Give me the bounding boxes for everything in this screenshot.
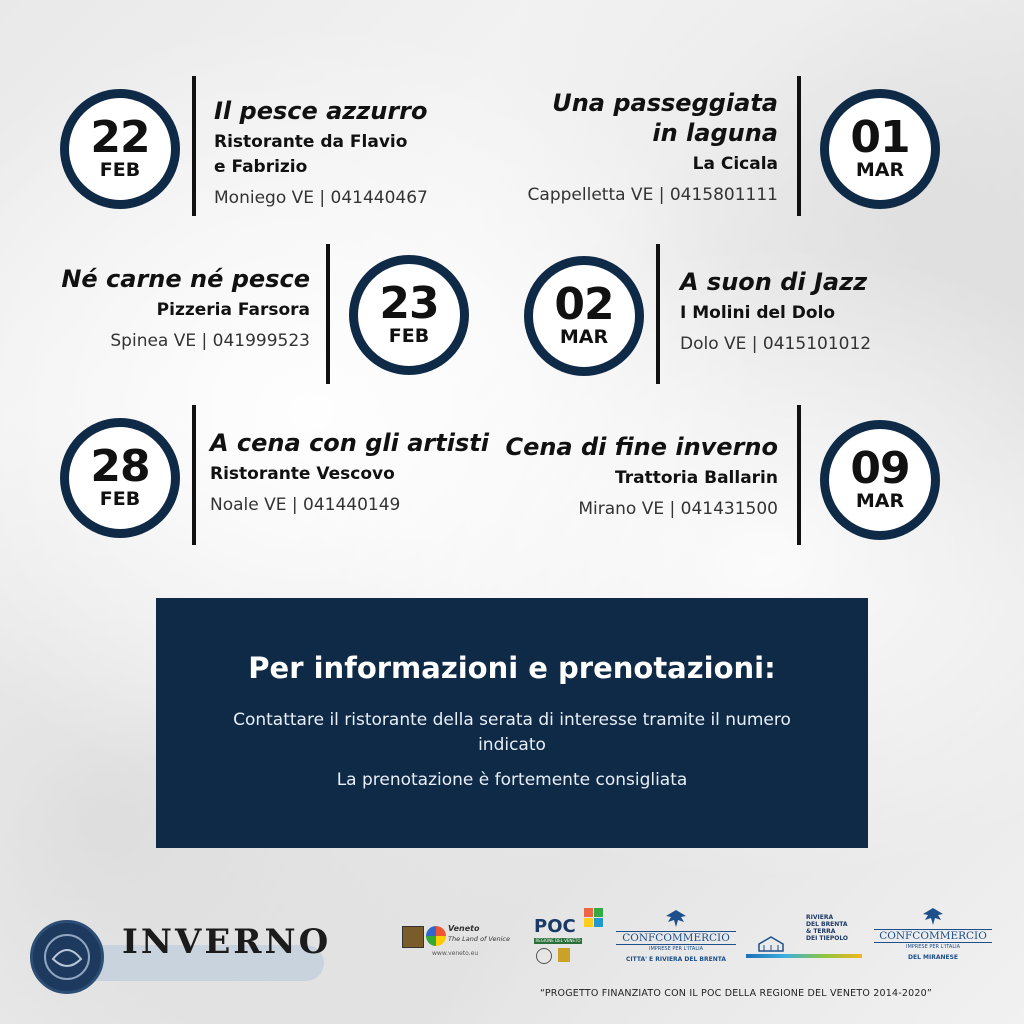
veneto-flower-icon [426, 926, 446, 946]
riviera-line: RIVIERA [806, 914, 834, 921]
date-month: MAR [855, 490, 905, 512]
divider [192, 76, 196, 216]
riviera-line: DEL BRENTA [806, 921, 848, 928]
event-title: Cena di fine inverno [505, 433, 778, 461]
info-box [156, 598, 868, 848]
confcommercio-area: CITTA' E RIVIERA DEL BRENTA [625, 956, 726, 963]
riviera-stripe [746, 954, 862, 958]
event-venue: Pizzeria Farsora [156, 300, 310, 320]
date-month: MAR [559, 326, 609, 348]
venue-line: Ristorante da Flavio [214, 132, 408, 152]
veneto-url: www.veneto.eu [432, 950, 479, 957]
date-badge [820, 420, 940, 540]
date-badge [820, 89, 940, 209]
confcommercio-sub: IMPRESE PER L'ITALIA [906, 944, 960, 950]
event-venue: Ristorante Vescovo [210, 464, 395, 484]
veneto-flag-icon [402, 926, 424, 948]
date-badge [349, 255, 469, 375]
event-venue [214, 130, 514, 180]
date-day: 09 [850, 443, 910, 494]
event-title [470, 88, 778, 148]
riviera-brenta-logo [746, 914, 862, 964]
confcommercio-name: CONFCOMMERCIO [874, 929, 992, 943]
date-day: 28 [90, 441, 150, 492]
info-contact-text: Contattare il ristorante della serata di interesse tramite il numero indicato [233, 710, 791, 755]
event-address: Spinea VE | 041999523 [110, 331, 310, 351]
riviera-line: & TERRA [806, 928, 836, 935]
italy-emblem-icon [536, 948, 552, 964]
poc-text: POC [534, 916, 576, 937]
event-venue: Trattoria Ballarin [615, 468, 778, 488]
title-line: in laguna [652, 119, 778, 147]
event-address: Mirano VE | 041431500 [578, 499, 778, 519]
date-badge [60, 89, 180, 209]
confcommercio-miranese-logo [874, 906, 992, 966]
veneto-title: Veneto [448, 924, 480, 933]
event-title: Né carne né pesce [61, 265, 310, 293]
date-badge [524, 256, 644, 376]
divider [797, 405, 801, 545]
divider [326, 244, 330, 384]
event-address: Cappelletta VE | 0415801111 [527, 185, 778, 205]
event-address: Dolo VE | 0415101012 [680, 334, 872, 354]
confcommercio-name: CONFCOMMERCIO [616, 931, 736, 945]
info-booking-text: La prenotazione è fortemente consigliata [336, 770, 688, 790]
poc-subtitle: REGIONE DEL VENETO [535, 938, 581, 943]
funding-note: “PROGETTO FINANZIATO CON IL POC DELLA REGIONE DEL VENETO 2014-2020” [540, 988, 932, 999]
date-day: 01 [850, 112, 910, 163]
divider [656, 244, 660, 384]
date-day: 23 [379, 278, 439, 329]
veneto-logo [402, 922, 514, 962]
poc-logo [534, 906, 610, 966]
date-month: FEB [388, 325, 430, 347]
event-venue: I Molini del Dolo [680, 303, 836, 323]
date-day: 02 [554, 279, 614, 330]
date-badge [60, 418, 180, 538]
veneto-subtitle: The Land of Venice [448, 935, 510, 943]
event-venue: La Cicala [692, 154, 778, 174]
event-title: A cena con gli artisti [210, 429, 489, 457]
venue-line: e Fabrizio [214, 157, 308, 177]
poc-puzzle-icon [584, 908, 604, 928]
date-month: FEB [99, 488, 141, 510]
event-title: Il pesce azzurro [214, 97, 428, 125]
event-title: A suon di Jazz [680, 268, 868, 296]
divider [192, 405, 196, 545]
confcommercio-area: DEL MIRANESE [908, 954, 958, 961]
event-address: Noale VE | 041440149 [210, 495, 401, 515]
date-month: MAR [855, 159, 905, 181]
info-heading: Per informazioni e prenotazioni: [248, 651, 776, 685]
divider [797, 76, 801, 216]
event-address: Moniego VE | 041440467 [214, 188, 428, 208]
veneto-emblem-icon [558, 948, 570, 962]
brand-name: INVERNO [122, 922, 332, 962]
date-month: FEB [99, 159, 141, 181]
eagle-icon [920, 906, 946, 926]
date-day: 22 [90, 112, 150, 163]
title-line: Una passeggiata [552, 89, 778, 117]
brand-emblem-icon [30, 920, 104, 994]
confcommercio-brenta-logo [616, 908, 736, 970]
confcommercio-sub: IMPRESE PER L'ITALIA [649, 946, 703, 952]
eagle-icon [663, 908, 689, 928]
villa-icon [758, 936, 784, 952]
riviera-line: DEI TIEPOLO [806, 935, 849, 942]
